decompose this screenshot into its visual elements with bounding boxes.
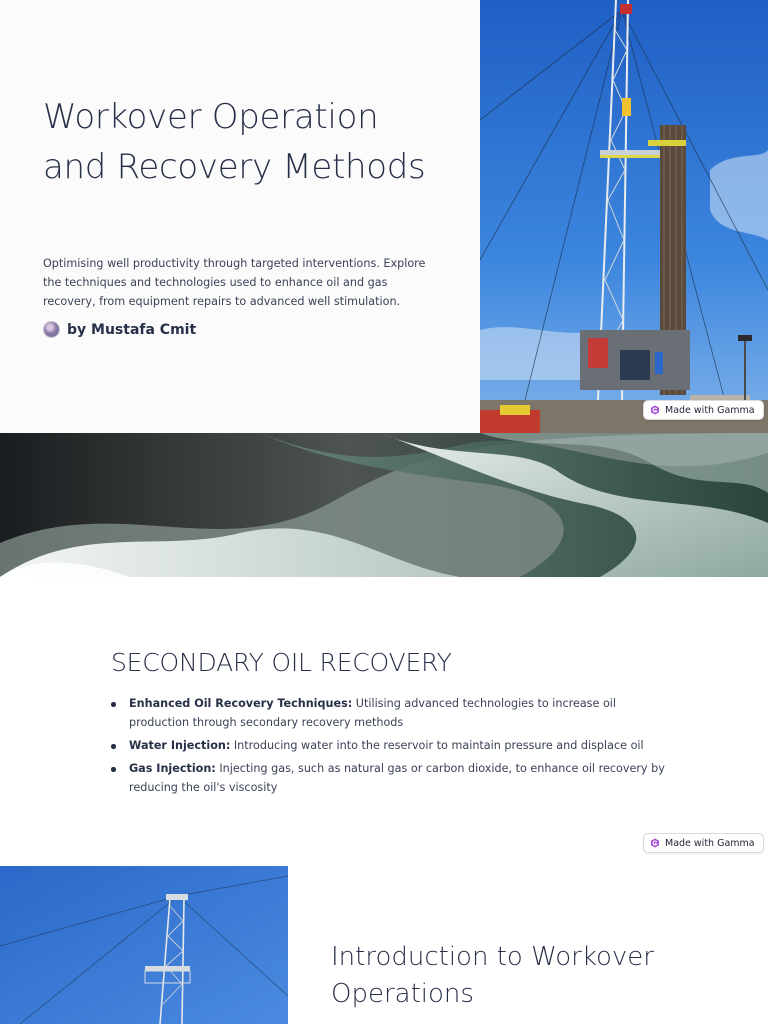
bullet-text: Injecting gas, such as natural gas or carbon dioxide, to enhance oil recovery by reducing the oil's viscosity [129, 762, 665, 794]
badge-label: Made with Gamma [665, 837, 755, 849]
bullet-term: Water Injection: [129, 739, 231, 752]
bullet-dot [111, 744, 116, 749]
gamma-logo-icon [650, 838, 660, 848]
drilling-rig-photo [480, 0, 768, 433]
list-item [111, 694, 671, 732]
slide-title: Introduction to Workover Operations [331, 942, 654, 1009]
made-with-gamma-badge[interactable] [643, 400, 764, 420]
bullet-dot [111, 702, 116, 707]
author-byline [43, 321, 196, 338]
slide-title: SECONDARY OIL RECOVERY [111, 648, 452, 677]
secondary-recovery-slide [0, 577, 768, 866]
list-item [111, 759, 671, 797]
avatar [43, 321, 60, 338]
bullet-list [111, 694, 671, 801]
intro-workover-slide [0, 866, 768, 1024]
abstract-wave-banner [0, 433, 768, 577]
slide-title: Workover Operation and Recovery Methods [43, 97, 426, 187]
bullet-term: Enhanced Oil Recovery Techniques: [129, 697, 353, 710]
bullet-text: Utilising advanced technologies to increase oil production through secondary recovery methods [129, 697, 617, 729]
author-name: by Mustafa Cmit [67, 321, 197, 338]
gamma-logo-icon [650, 405, 660, 415]
bullet-dot [111, 767, 116, 772]
badge-label: Made with Gamma [665, 404, 755, 416]
bullet-term: Gas Injection: [129, 762, 216, 775]
rig-mast-photo [0, 866, 288, 1024]
slide-subtitle: Optimising well productivity through targeted interventions. Explore the techniques and technologies used to enhance oil and gas recovery, from equipment repairs to advanced well stimulation. [43, 257, 426, 308]
made-with-gamma-badge[interactable] [643, 833, 764, 853]
bullet-text: Introducing water into the reservoir to maintain pressure and displace oil [230, 739, 644, 752]
title-slide [0, 0, 768, 433]
list-item [111, 736, 671, 755]
